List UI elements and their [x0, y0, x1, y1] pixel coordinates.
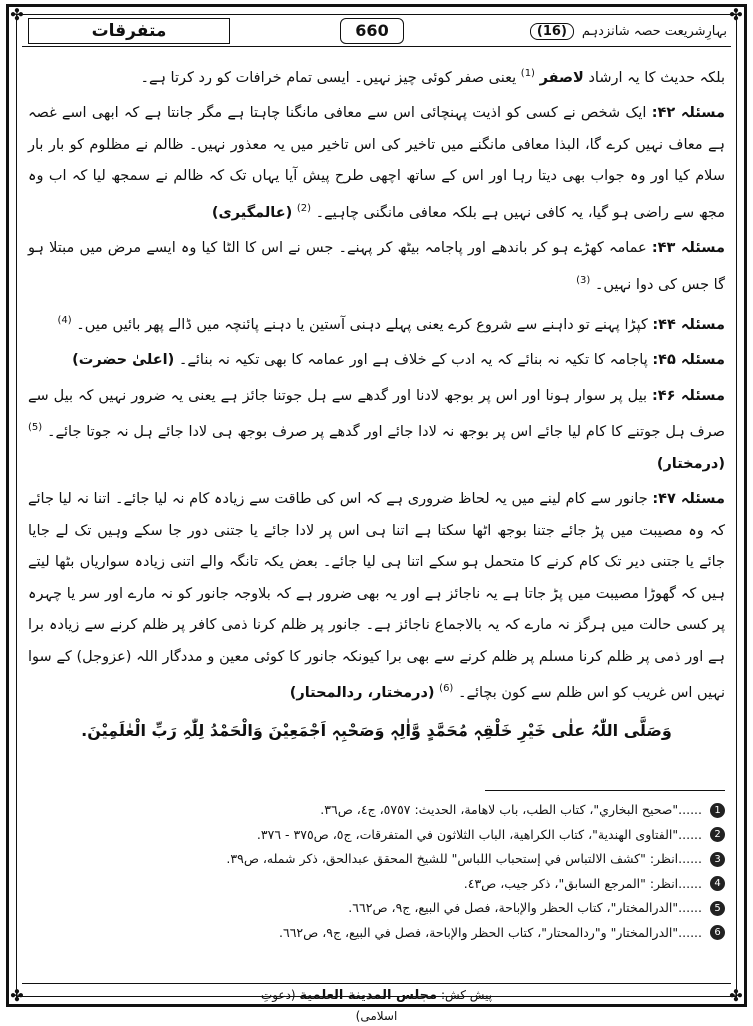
paragraph-intro: بلکہ حدیث کا یہ ارشاد لاصفر $^{(1)}$ یعنی صفر کوئی چیز نہیں۔ ایسی تمام خرافات کو رد کرتا ہے۔: [140, 68, 725, 86]
footnote-ref: (5): [28, 422, 43, 434]
corner-ornament-icon: ✤: [729, 5, 743, 24]
footnote-number: 4: [710, 876, 725, 891]
footnote-item: [28, 823, 725, 848]
closing-durood: وَصَلَّی اللّٰہُ علٰی خَیْرِ خَلْقِہٖ مُحَمَّدٍ وَّاٰلِہٖ وَصَحْبِہٖ اَجْمَعِیْنَ وَالْحَمْدُ لِلّٰہِ رَبِّ الْعٰلَمِیْنَ.: [81, 721, 672, 741]
footnote-text: ......"صحيح البخاري"، كتاب الطب، باب لاهامة، الحديث: ٥٧٥٧، ج٤، ص٣٦.: [320, 802, 702, 817]
masla-text: بیل پر سوار ہونا اور اس پر بوجھ لادنا اور گدھے سے ہل جوتنا جائز ہے یعنی یہ ضرور نہیں کہ بیل سے صرف ہل جوتنے کا کام لیا جائے اس پر بوجھ نہ لادا جائے اور گدھے پر صرف بوجھ ہی لادا جائے ہل نہ جوتا جائے۔: [28, 387, 725, 441]
masla-label: مسئلہ ۴۲:: [651, 105, 725, 122]
masla-text: ایک شخص نے کسی کو اذیت پہنچائی اس سے معافی مانگنا چاہتا ہے مگر جانتا ہے کہ ابھی اسے غصہ ہے معاف نہیں کرے گا، البذا معافی مانگنے میں تاخیر کی اس تاخیر میں یہ معذور نہیں۔ ظالم نے مظلوم کو بار بار سلام کیا اور وہ جواب بھی دیتا رہا اور اس کے ساتھ اچھی طرح پیش آیا یہاں تک کہ ظالم نے سمجھ لیا کہ اب وہ مجھ سے راضی ہو گیا، یہ کافی نہیں ہے بلکہ معافی مانگنی چاہیے۔: [28, 105, 725, 221]
source-citation: (درمختار): [656, 455, 725, 472]
footnote-divider: [485, 790, 725, 791]
source-citation: (عالمگیری): [211, 204, 293, 221]
masla-label: مسئلہ ۴۵:: [652, 352, 725, 369]
masla-label: مسئلہ ۴۶:: [651, 387, 725, 404]
footnote-text: ......"الفتاوى الهندية"، كتاب الكراهية، الباب الثلاثون في المتفرقات، ج٥، ص٣٧٥ - ٣٧٦.: [256, 826, 702, 842]
masla-text: عمامہ کھڑے ہو کر باندھے اور پاجامہ بیٹھ کر پہنے۔ جس نے اس کا الٹا کیا وہ ایسے مرض میں مبتلا ہو گا جس کی دوا نہیں۔: [28, 240, 725, 293]
footnote-item: [28, 921, 725, 946]
source-citation: (اعلیٰ حضرت): [72, 352, 175, 369]
masla-label: مسئلہ ۴۴:: [652, 316, 725, 333]
masla-label: مسئلہ ۴۷:: [652, 491, 725, 508]
page-header: [22, 18, 731, 44]
footnote-item: [28, 872, 725, 897]
page-footer: [250, 985, 503, 1023]
footnote-text: ......"الدرالمختار" و"ردالمحتار"، كتاب الحظر والإباحة، فصل في البيع، ج٩، ص٦٦٢.: [279, 924, 702, 940]
footnote-item: [28, 847, 725, 872]
page-number: 660: [340, 18, 404, 44]
corner-ornament-icon: ✤: [10, 5, 24, 24]
footnote-number: 1: [710, 803, 725, 818]
book-title: بہارِشریعت حصہ شانزدہم: [581, 23, 727, 39]
footer-subtitle: (دعوتِ اسلامی): [260, 988, 398, 1023]
footnote-text: ......انظر: "كشف الالتباس في إستحباب اللباس" للشيخ المحقق عبدالحق، ذكر شمله، ص٣٩.: [226, 851, 702, 866]
source-citation: (درمختار، ردالمحتار): [289, 684, 435, 701]
masla-47: [28, 484, 725, 709]
masla-46: [28, 381, 725, 480]
footnote-item: [28, 798, 725, 823]
footnote-item: [28, 896, 725, 921]
footnote-number: 6: [710, 925, 725, 940]
footnote-ref: (4): [57, 314, 72, 326]
masla-44: [28, 305, 725, 341]
masla-label: مسئلہ ۴۳:: [651, 240, 726, 257]
footnote-text: ......"الدرالمختار"، كتاب الحظر والإباحة، فصل في البيع، ج٩، ص٦٦٢.: [348, 900, 702, 915]
footnote-number: 3: [710, 852, 725, 867]
corner-ornament-icon: ✤: [10, 986, 24, 1005]
volume-number: (16): [530, 23, 574, 40]
footnote-ref: (1): [520, 68, 535, 79]
masla-text: جانور سے کام لینے میں یہ لحاظ ضروری ہے کہ اس کی طاقت سے زیادہ کام نہ لیا جائے۔ اتنا نہ لیا جائے کہ وہ مصیبت میں پڑ جائے جتنا بوجھ اٹھا سکتا ہے اتنا ہی اس پر لادا جائے یا جتنی دور جا سکے وہیں تک لے جایا جائے یا جتنی دیر تک کام کرنے کا متحمل ہو سکے اتنا ہی لیا جائے۔ بعض یکہ تانگہ والے اتنی زیادہ سواریاں بٹھا لیتے ہیں کہ گھوڑا مصیبت میں پڑ جاتا ہے یہ ناجائز ہے اور یہ بھی ضرور ہے کہ بلاوجہ جانور کو نہ مارے اور سر یا چہرہ پر کسی حالت میں ہرگز نہ مارے کہ یہ بالاجماع ناجائز ہے۔ جانور پر ظلم کرنا ذمی کافر پر ظلم کرنے سے زیادہ برا ہے اور ذمی پر ظلم کرنا مسلم پر ظلم کرنے سے بھی برا کیونکہ جانور کا کوئی معین و مددگار اللہ (عزوجل) کے سوا نہیں اس غریب کو اس ظلم سے کون بچائے۔: [28, 491, 725, 701]
masla-45: [28, 345, 725, 377]
hadith-phrase: لاصفر: [539, 69, 584, 86]
masla-text: کپڑا پہنے تو داہنے سے شروع کرے یعنی پہلے دہنی آستین یا دہنے پائنچہ میں ڈالے پھر بائیں میں۔: [76, 316, 648, 333]
footer-label: پیش کش:: [440, 988, 493, 1002]
masla-42: [28, 98, 725, 229]
main-text: [28, 58, 725, 763]
footer-organization: مجلس المدينة العلمية: [299, 988, 438, 1003]
footer-divider: [22, 983, 731, 984]
footnote-ref: (3): [576, 274, 591, 286]
masla-text: پاجامہ کا تکیہ نہ بنائے کہ یہ ادب کے خلاف ہے اور عمامہ کا بھی تکیہ نہ بنائے۔: [178, 352, 648, 369]
footnote-ref: (2): [296, 202, 312, 214]
footnote-number: 2: [710, 827, 725, 842]
masla-43: [28, 233, 725, 301]
footnote-text: ......انظر: "المرجع السابق"، ذكر جيب، ص٤٣.: [463, 875, 702, 891]
corner-ornament-icon: ✤: [729, 986, 743, 1005]
footnote-number: 5: [710, 901, 725, 916]
header-divider: [22, 46, 731, 47]
section-topic: متفرقات: [28, 18, 230, 44]
footnotes: [28, 798, 725, 945]
footnote-ref: (6): [439, 683, 454, 695]
